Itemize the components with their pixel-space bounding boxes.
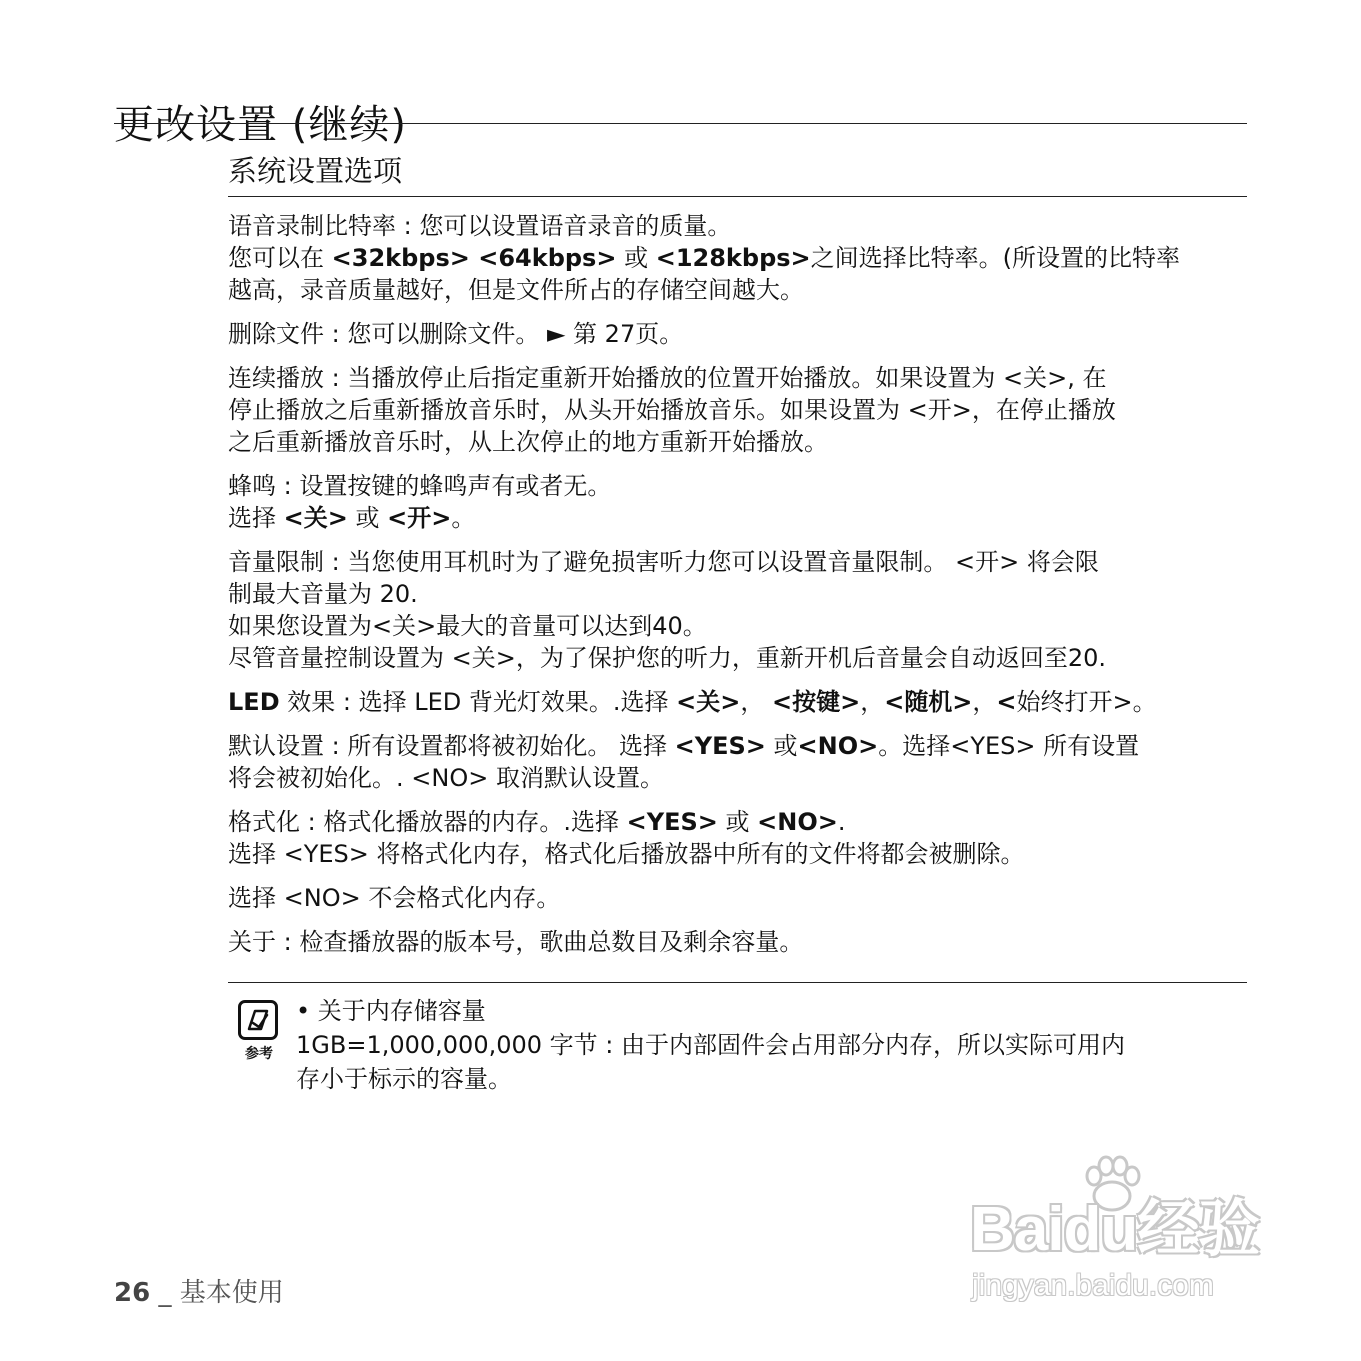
text-run: 您可以在 bbox=[228, 244, 332, 272]
emphasized-text: < bbox=[996, 688, 1017, 716]
text-run: 尽管音量控制设置为 <关>，为了保护您的听力，重新开机后音量会自动返回至20. bbox=[228, 644, 1107, 672]
watermark-url: jingyan.baidu.com bbox=[972, 1269, 1214, 1302]
watermark-logo-text: Baidu经验 bbox=[970, 1195, 1260, 1264]
text-run: 选择 bbox=[228, 504, 284, 532]
text-run: 关于 : 检查播放器的版本号，歌曲总数目及剩余容量。 bbox=[228, 928, 804, 956]
note-line: 1GB=1,000,000,000 字节 : 由于内部固件会占用部分内存，所以实际可用内 bbox=[296, 1031, 1125, 1059]
text-run: 或 bbox=[717, 808, 758, 836]
setting-description bbox=[228, 546, 1250, 674]
text-run: 之间选择比特率。(所设置的比特率 bbox=[810, 244, 1181, 272]
setting-description bbox=[228, 470, 1250, 534]
setting-description bbox=[228, 362, 1250, 458]
setting-description-line bbox=[228, 610, 1250, 642]
text-run: 越高，录音质量越好，但是文件所占的存储空间越大。 bbox=[228, 276, 804, 304]
emphasized-text: <关> bbox=[283, 504, 348, 532]
emphasized-text: <按键> bbox=[771, 688, 861, 716]
setting-description-line bbox=[228, 210, 1250, 242]
setting-description-line bbox=[228, 242, 1250, 274]
page-footer bbox=[114, 1276, 284, 1310]
setting-description-line bbox=[228, 362, 1250, 394]
setting-description-line bbox=[228, 730, 1250, 762]
setting-description-line bbox=[228, 426, 1250, 458]
text-run: 。 bbox=[451, 504, 476, 532]
text-run: . bbox=[837, 808, 846, 836]
text-run: ， bbox=[860, 688, 885, 716]
note-divider bbox=[228, 982, 1247, 983]
text-run: 音量限制 : 当您使用耳机时为了避免损害听力您可以设置音量限制。 <开> 将会限 bbox=[228, 548, 1099, 576]
note-icon bbox=[236, 1000, 282, 1066]
page-title: 更改设置 (继续) bbox=[114, 101, 407, 148]
title-divider bbox=[114, 123, 1247, 124]
setting-description bbox=[228, 730, 1250, 794]
setting-description-line bbox=[228, 762, 1250, 794]
text-run: 效果 : 选择 LED 背光灯效果。.选择 bbox=[279, 688, 677, 716]
emphasized-text: LED bbox=[228, 688, 280, 716]
text-run: 格式化 : 格式化播放器的内存。.选择 bbox=[228, 808, 627, 836]
emphasized-text: <NO> bbox=[757, 808, 838, 836]
emphasized-text: <128kbps> bbox=[655, 244, 811, 272]
text-run: 之后重新播放音乐时，从上次停止的地方重新开始播放。 bbox=[228, 428, 828, 456]
emphasized-text: <关> bbox=[676, 688, 741, 716]
section-divider bbox=[228, 196, 1247, 197]
emphasized-text: <随机> bbox=[884, 688, 973, 716]
text-run: 或 bbox=[765, 732, 798, 760]
setting-description bbox=[228, 882, 1250, 914]
footer-section: 基本使用 bbox=[179, 1278, 284, 1308]
text-run: 将会被初始化。. <NO> 取消默认设置。 bbox=[228, 764, 664, 792]
text-run: 或 bbox=[347, 504, 388, 532]
text-run: 如果您设置为<关>最大的音量可以达到40。 bbox=[228, 612, 707, 640]
section-title: 系统设置选项 bbox=[228, 154, 403, 188]
footer-separator: _ bbox=[150, 1278, 180, 1308]
emphasized-text: <开> bbox=[387, 504, 452, 532]
text-run: 始终打开>。 bbox=[1016, 688, 1157, 716]
text-run: 删除文件 : 您可以删除文件。 ► 第 27页。 bbox=[228, 320, 684, 348]
setting-description bbox=[228, 686, 1250, 718]
text-run: 选择 <NO> 不会格式化内存。 bbox=[228, 884, 561, 912]
setting-description-line bbox=[228, 642, 1250, 674]
text-run: 默认设置 : 所有设置都将被初始化。 选择 bbox=[228, 732, 675, 760]
text-run: ， bbox=[972, 688, 997, 716]
text-run: 选择 <YES> 将格式化内存，格式化后播放器中所有的文件将都会被删除。 bbox=[228, 840, 1025, 868]
text-run: 连续播放 : 当播放停止后指定重新开始播放的位置开始播放。如果设置为 <关>, 在 bbox=[228, 364, 1107, 392]
emphasized-text: <YES> bbox=[626, 808, 718, 836]
emphasized-text: <YES> bbox=[674, 732, 766, 760]
text-run: 或 bbox=[616, 244, 656, 272]
text-run: 蜂鸣 : 设置按键的蜂鸣声有或者无。 bbox=[228, 472, 612, 500]
setting-description-line bbox=[228, 806, 1250, 838]
text-run: 。选择<YES> 所有设置 bbox=[878, 732, 1140, 760]
emphasized-text: <NO> bbox=[797, 732, 879, 760]
baidu-watermark bbox=[960, 1150, 1290, 1320]
setting-description-line bbox=[228, 470, 1250, 502]
setting-description-line bbox=[228, 546, 1250, 578]
setting-description bbox=[228, 926, 1250, 958]
setting-description-line bbox=[228, 686, 1250, 718]
setting-description-line bbox=[228, 838, 1250, 870]
note-text bbox=[296, 994, 1246, 1096]
setting-description-line bbox=[228, 502, 1250, 534]
settings-description-list bbox=[228, 210, 1250, 970]
setting-description-line bbox=[228, 318, 1250, 350]
setting-description bbox=[228, 806, 1250, 870]
setting-description bbox=[228, 210, 1250, 306]
text-run: 语音录制比特率 : 您可以设置语音录音的质量。 bbox=[228, 212, 732, 240]
text-run: 停止播放之后重新播放音乐时，从头开始播放音乐。如果设置为 <开>，在停止播放 bbox=[228, 396, 1116, 424]
setting-description-line bbox=[228, 882, 1250, 914]
text-run: ， bbox=[740, 688, 772, 716]
setting-description-line bbox=[228, 578, 1250, 610]
setting-description-line bbox=[228, 274, 1250, 306]
note-icon-label: 参考 bbox=[245, 1046, 273, 1062]
text-run: 制最大音量为 20. bbox=[228, 580, 418, 608]
note-heading: • 关于内存储容量 bbox=[296, 997, 486, 1025]
setting-description-line bbox=[228, 926, 1250, 958]
setting-description-line bbox=[228, 394, 1250, 426]
emphasized-text: <32kbps> <64kbps> bbox=[331, 244, 617, 272]
page-number: 26 bbox=[114, 1278, 151, 1308]
note-line: 存小于标示的容量。 bbox=[296, 1065, 512, 1093]
setting-description bbox=[228, 318, 1250, 350]
